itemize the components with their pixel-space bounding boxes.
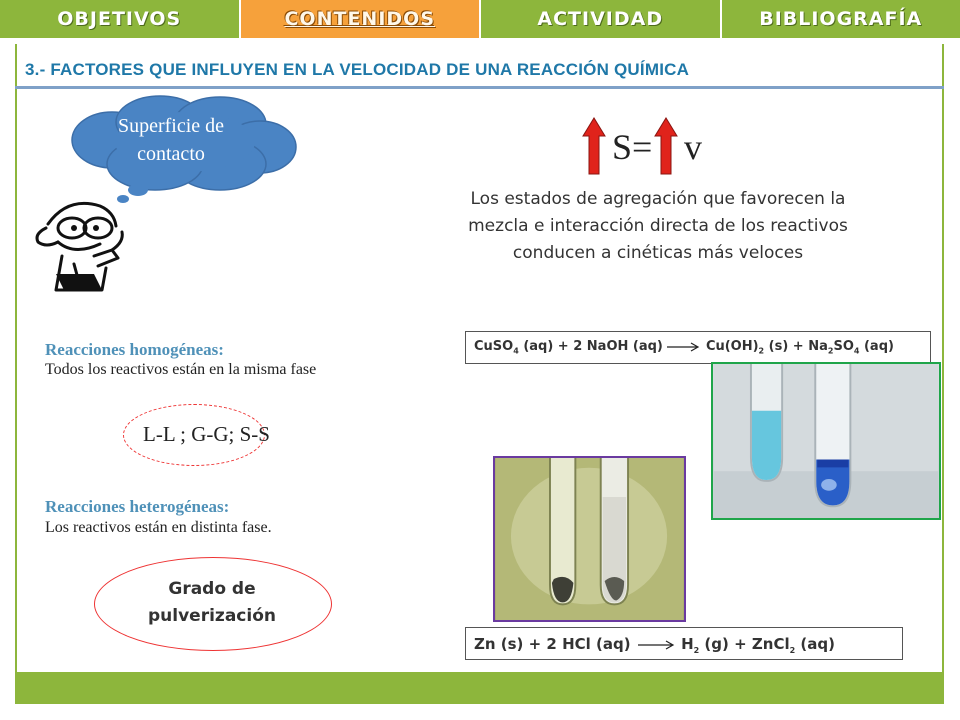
formula-rhs: v bbox=[684, 127, 702, 167]
eq1-sub: 4 bbox=[513, 346, 519, 356]
homogeneous-title: Reacciones homogéneas: bbox=[45, 340, 224, 359]
header-underline bbox=[15, 86, 944, 89]
desc-line2: mezcla e interacción directa de los reactivos bbox=[468, 216, 848, 236]
phases-label: L-L ; G-G; S-S bbox=[143, 422, 270, 446]
eq1-reactant-rest: (aq) + 2 NaOH (aq) bbox=[518, 339, 663, 354]
page-title: 3.- FACTORES QUE INFLUYEN EN LA VELOCIDAD DE UNA REACCIÓN QUÍMICA bbox=[25, 60, 690, 79]
frame-right-border bbox=[942, 44, 944, 704]
desc-line1: Los estados de agregación que favorecen la bbox=[470, 189, 846, 209]
eq2-product2-sub: 2 bbox=[789, 646, 796, 655]
eq2-product2-rest: (aq) bbox=[795, 635, 835, 653]
eq2-product1: H bbox=[681, 635, 694, 653]
footer-bar bbox=[15, 672, 944, 704]
eq2-product1-sub: 2 bbox=[693, 646, 700, 655]
tab-contenidos[interactable]: CONTENIDOS bbox=[241, 0, 482, 38]
homogeneous-text: Todos los reactivos están en la misma fase bbox=[45, 361, 317, 378]
eq1-product2-sub1: 2 bbox=[827, 346, 834, 356]
cloud-label-line1: Superficie de bbox=[117, 115, 225, 137]
test-tubes-blue-photo bbox=[711, 362, 941, 520]
tab-objetivos[interactable]: OBJETIVOS bbox=[0, 0, 241, 38]
desc-line3: conducen a cinéticas más veloces bbox=[512, 243, 804, 263]
eq2-product-rest: (g) + ZnCl bbox=[699, 635, 790, 653]
tab-actividad[interactable]: ACTIVIDAD bbox=[481, 0, 722, 38]
heterogeneous-text: Los reactivos están en distinta fase. bbox=[45, 519, 272, 536]
aggregation-description bbox=[420, 186, 896, 267]
heterogeneous-title: Reacciones heterogéneas: bbox=[45, 497, 230, 516]
eq1-product1-sub: 2 bbox=[758, 346, 765, 356]
frame-left-border bbox=[15, 44, 17, 704]
eq1-product2-mid: SO bbox=[833, 339, 854, 354]
section-header bbox=[15, 50, 944, 90]
eq1-product2-sub2: 4 bbox=[853, 346, 860, 356]
eq1-product2-rest: (aq) bbox=[859, 339, 894, 354]
test-tubes-zinc-photo bbox=[493, 456, 686, 622]
eq1-product1: Cu(OH) bbox=[705, 339, 759, 354]
eq1-reactant1: CuSO bbox=[474, 339, 514, 354]
equation-copper-sulfate bbox=[465, 331, 931, 364]
eq1-product1-rest: (s) + Na bbox=[764, 339, 828, 354]
top-nav bbox=[0, 0, 960, 38]
equation-zinc-hcl bbox=[465, 627, 903, 660]
reaction-arrow-icon bbox=[667, 342, 701, 352]
cloud-label bbox=[86, 112, 256, 168]
cloud-label-line2: contacto bbox=[137, 143, 205, 165]
formula-lhs: S= bbox=[612, 127, 653, 167]
pulverization-label bbox=[94, 576, 330, 630]
tab-bibliografia[interactable]: BIBLIOGRAFÍA bbox=[759, 8, 923, 30]
reaction-arrow-icon bbox=[636, 640, 676, 650]
eq2-reactants: Zn (s) + 2 HCl (aq) bbox=[474, 635, 631, 653]
pulverization-line1: Grado de bbox=[168, 579, 256, 599]
pulverization-line2: pulverización bbox=[148, 606, 276, 626]
scientist-cartoon-icon bbox=[28, 186, 140, 296]
